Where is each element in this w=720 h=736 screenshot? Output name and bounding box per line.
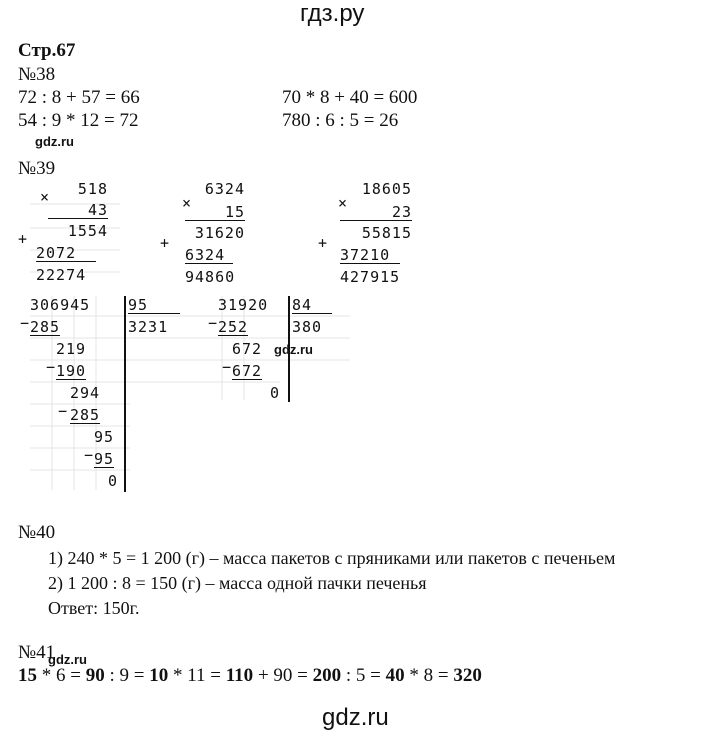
ex41-part: * 6 = <box>37 665 86 686</box>
m1-a: 518 <box>77 180 108 198</box>
m2-a: 6324 <box>204 180 245 198</box>
minus-sign: − <box>46 358 57 376</box>
d1-quotient: 3231 <box>128 318 169 336</box>
minus-sign: − <box>84 446 95 464</box>
d2-quotient: 380 <box>292 318 323 336</box>
ex41-part: : 9 = <box>104 665 150 686</box>
m3-b: 23 <box>340 205 412 221</box>
d2-dividend: 31920 <box>218 296 269 314</box>
d2-r1: 672 <box>232 340 263 358</box>
d1-s2: 190 <box>56 362 87 380</box>
ex40-step1: 1) 240 * 5 = 1 200 (г) – масса пакетов с пряниками или пакетов с печеньем <box>48 548 616 568</box>
times-sign: × <box>338 194 349 212</box>
d1-s3: 285 <box>70 406 101 424</box>
m3-res: 427915 <box>340 268 401 286</box>
d1-s1: 285 <box>30 318 61 336</box>
d1-divisor: 95 <box>128 298 180 314</box>
ex41-part: + 90 = <box>253 665 313 686</box>
minus-sign: − <box>208 314 219 332</box>
d1-r4: 0 <box>108 472 119 490</box>
ex41-part: : 5 = <box>341 665 386 686</box>
minus-sign: − <box>58 402 69 420</box>
ex41-title: №41 <box>18 642 56 663</box>
ex41-part: 10 <box>149 665 169 686</box>
ex41-part: * 8 = <box>404 665 454 686</box>
m2-p2: 6324 <box>185 248 233 264</box>
ex38-title: №38 <box>18 64 56 85</box>
minus-sign: − <box>222 358 233 376</box>
d1-r2: 294 <box>70 384 101 402</box>
ex40-answer: Ответ: 150г. <box>48 598 140 618</box>
ex41-equation <box>18 665 482 687</box>
m3-p2: 37210 <box>340 248 400 264</box>
d2-s2: 672 <box>232 362 263 380</box>
m3-p1: 55815 <box>361 224 412 242</box>
m3-a: 18605 <box>361 180 412 198</box>
ex41-part: 15 <box>18 665 37 686</box>
d1-r3: 95 <box>94 428 115 446</box>
m1-b: 43 <box>48 203 108 219</box>
ex41-part: * 11 = <box>168 665 226 686</box>
d2-divisor: 84 <box>292 298 332 314</box>
ex41-part: 320 <box>453 665 482 686</box>
watermark: gdz.ru <box>48 652 87 667</box>
m2-res: 94860 <box>185 268 236 286</box>
m1-p2: 2072 <box>36 246 96 262</box>
d1-dividend: 306945 <box>30 296 91 314</box>
footer-site: gdz.ru <box>322 704 389 731</box>
ex39-title: №39 <box>18 158 56 179</box>
plus-sign: + <box>160 234 171 252</box>
plus-sign: + <box>18 230 29 248</box>
ex38-eq1: 72 : 8 + 57 = 66 <box>18 87 140 108</box>
ex40-title: №40 <box>18 522 56 543</box>
watermark: gdz.ru <box>274 342 313 357</box>
watermark: gdz.ru <box>35 134 74 149</box>
m1-p1: 1554 <box>67 222 108 240</box>
d1-s4: 95 <box>94 450 115 468</box>
m1-res: 22274 <box>36 266 87 284</box>
plus-sign: + <box>318 234 329 252</box>
site-title: гдз.ру <box>300 0 365 27</box>
ex41-part: 40 <box>385 665 405 686</box>
ex40-step2: 2) 1 200 : 8 = 150 (г) – масса одной пачки печенья <box>48 573 427 593</box>
ex38-eq4: 780 : 6 : 5 = 26 <box>282 110 399 131</box>
ex41-part: 200 <box>312 665 342 686</box>
ex41-part: 90 <box>85 665 105 686</box>
minus-sign: − <box>20 314 31 332</box>
d2-s1: 252 <box>218 318 249 336</box>
d1-vertical-line <box>124 296 126 492</box>
ex38-eq3: 54 : 9 * 12 = 72 <box>18 110 139 131</box>
times-sign: × <box>182 194 193 212</box>
ex38-eq2: 70 * 8 + 40 = 600 <box>282 87 418 108</box>
m2-p1: 31620 <box>194 224 245 242</box>
d2-r2: 0 <box>270 384 281 402</box>
page-label: Стр.67 <box>18 40 76 61</box>
times-sign: × <box>40 188 51 206</box>
d1-r1: 219 <box>56 340 87 358</box>
ex41-part: 110 <box>225 665 254 686</box>
m2-b: 15 <box>185 205 245 221</box>
